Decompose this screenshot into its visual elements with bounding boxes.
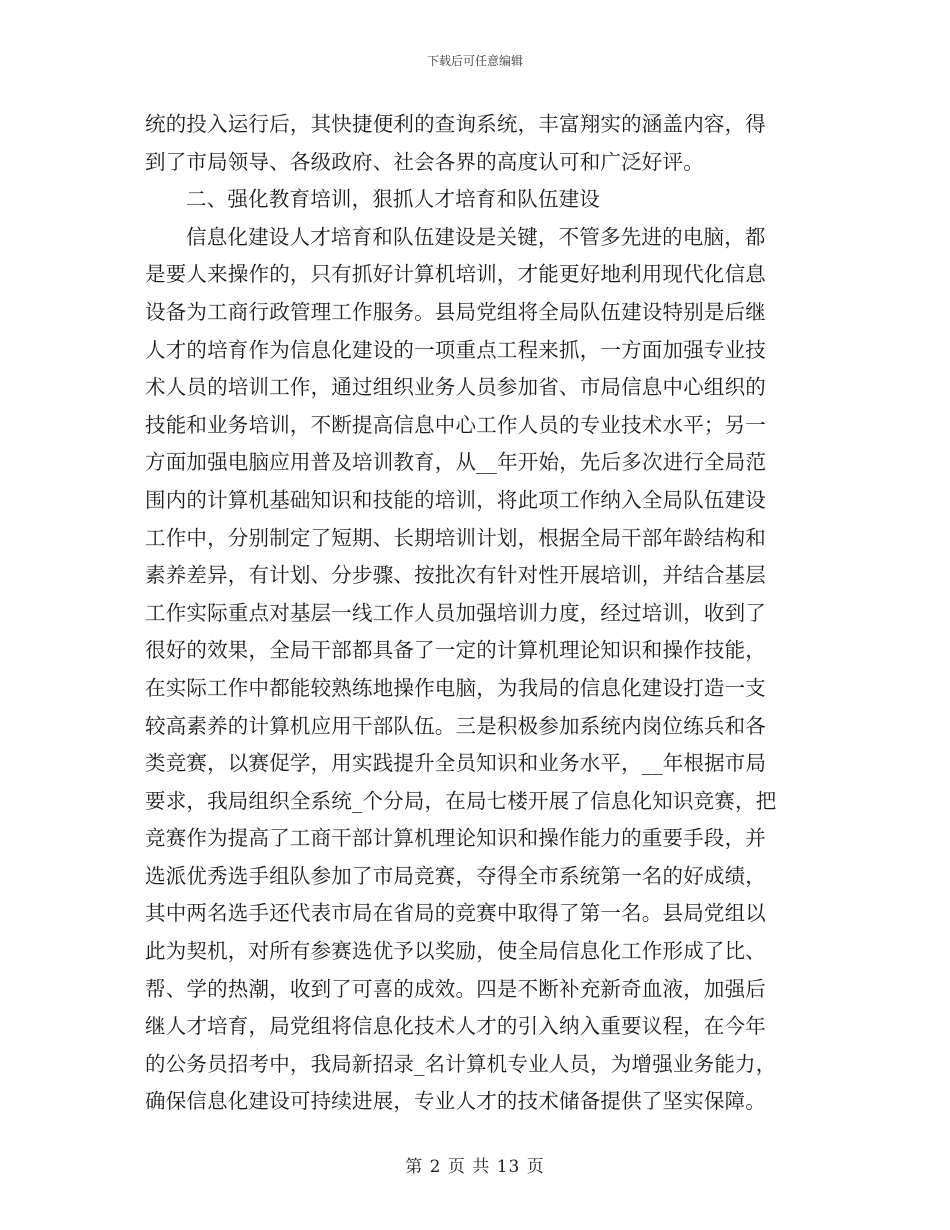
text-line: 帮、学的热潮，收到了可喜的成效。四是不断补充新奇血液，加强后 <box>145 976 766 1001</box>
text-line: 选派优秀选手组队参加了市局竞赛，夺得全市系统第一名的好成绩， <box>145 863 766 888</box>
text-line: 其中两名选手还代表市局在省局的竞赛中取得了第一名。县局党组以 <box>145 901 766 926</box>
text-line: 技能和业务培训，不断提高信息中心工作人员的专业技术水平；另一 <box>145 412 766 437</box>
text-line: 要求，我局组织全系统_个分局，在局七楼开展了信息化知识竞赛，把 <box>145 788 777 813</box>
document-body <box>145 106 805 1121</box>
text-line: 人才的培育作为信息化建设的一项重点工程来抓，一方面加强专业技 <box>145 337 766 362</box>
text-line: 在实际工作中都能较熟练地操作电脑，为我局的信息化建设打造一支 <box>145 675 766 700</box>
text-line: 工作中，分别制定了短期、长期培训计划，根据全局干部年龄结构和 <box>145 525 766 550</box>
page-footer: 第 2 页 共 13 页 <box>405 1157 545 1177</box>
text-line: 设备为工商行政管理工作服务。县局党组将全局队伍建设特别是后继 <box>145 299 766 324</box>
text-line: 竞赛作为提高了工商干部计算机理论知识和操作能力的重要手段，并 <box>145 826 766 851</box>
text-line: 方面加强电脑应用普及培训教育，从__年开始，先后多次进行全局范 <box>145 450 767 475</box>
text-line: 继人才培育，局党组将信息化技术人才的引入纳入重要议程，在今年 <box>145 1014 766 1039</box>
text-line: 术人员的培训工作，通过组织业务人员参加省、市局信息中心组织的 <box>145 375 766 400</box>
paragraph-start: 信息化建设人才培育和队伍建设是关键，不管多先进的电脑，都 <box>186 224 766 249</box>
text-line: 此为契机，对所有参赛选优予以奖励，使全局信息化工作形成了比、 <box>145 939 766 964</box>
text-line: 类竞赛，以赛促学，用实践提升全员知识和业务水平，__年根据市局 <box>145 751 767 776</box>
text-line: 素养差异，有计划、分步骤、按批次有针对性开展培训，并结合基层 <box>145 563 766 588</box>
text-line: 较高素养的计算机应用干部队伍。三是积极参加系统内岗位练兵和各 <box>145 713 766 738</box>
text-line: 很好的效果，全局干部都具备了一定的计算机理论知识和操作技能， <box>145 638 766 663</box>
section-heading: 二、强化教育培训，狠抓人才培育和队伍建设 <box>186 187 600 212</box>
text-line: 是要人来操作的，只有抓好计算机培训，才能更好地利用现代化信息 <box>145 262 766 287</box>
page-header: 下载后可任意编辑 <box>426 54 523 68</box>
text-line: 围内的计算机基础知识和技能的培训，将此项工作纳入全局队伍建设 <box>145 487 766 512</box>
text-line: 到了市局领导、各级政府、社会各界的高度认可和广泛好评。 <box>145 149 704 174</box>
text-line: 统的投入运行后，其快捷便利的查询系统，丰富翔实的涵盖内容，得 <box>145 112 766 136</box>
text-line: 工作实际重点对基层一线工作人员加强培训力度，经过培训，收到了 <box>145 600 766 625</box>
text-line: 确保信息化建设可持续进展，专业人才的技术储备提供了坚实保障。 <box>145 1089 766 1114</box>
text-line: 的公务员招考中，我局新招录_名计算机专业人员，为增强业务能力， <box>145 1051 777 1076</box>
